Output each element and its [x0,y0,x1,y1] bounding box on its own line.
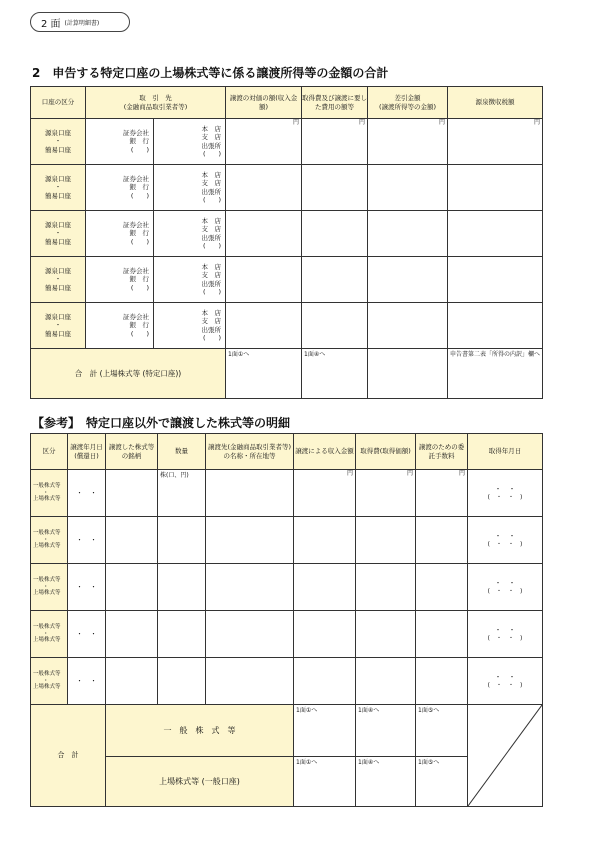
row-withholding-cell[interactable] [448,303,543,349]
account-dot: ・ [54,321,62,330]
header-net-sub: (譲渡所得等の金額) [378,102,437,111]
row2-type [31,611,68,658]
specific-account-table [30,86,543,399]
general-cost-ref: 1面④へ [358,707,380,714]
account-dot: ・ [54,229,62,238]
row-net-cell[interactable] [368,165,448,211]
account-gensen: 源泉口座 [45,313,71,322]
section1-title: 2 申告する特定口座の上場株式等に係る譲渡所得等の金額の合計 [32,66,389,80]
row-broker-type[interactable] [86,257,154,303]
total-proceeds-ref: 1面①へ [228,351,250,358]
row-proceeds-cell[interactable]: 円 [226,119,302,165]
branch-office: 出張所 [201,325,222,334]
acq-paren: ( ・ ・ ) [487,587,523,595]
listed-stocks-label: 上場株式等 (一般口座) [106,757,294,807]
row2-acq-cell[interactable] [468,517,543,564]
account-kani: 簡易口座 [45,283,71,292]
page-badge-label: 2 面 [41,18,61,30]
broker-other: ( ) [130,283,149,292]
row-costs-cell[interactable]: 円 [302,119,368,165]
branch-other: ( ) [202,287,222,296]
total-label: 合 計 (上場株式等 (特定口座)) [31,349,226,399]
branch-head: 本 店 [201,217,222,226]
account-row [31,165,543,211]
row-proceeds-cell[interactable] [226,165,302,211]
account-kani: 簡易口座 [45,329,71,338]
row2-name-cell[interactable] [106,470,158,517]
header2-cost: 取得費(取得価額) [356,434,416,470]
account-gensen: 源泉口座 [45,175,71,184]
branch-office: 出張所 [201,187,222,196]
other-stock-row [31,517,543,564]
branch-office: 出張所 [201,233,222,242]
row2-dest-cell[interactable] [206,517,294,564]
broker-other: ( ) [130,191,149,200]
account-kani: 簡易口座 [45,191,71,200]
row2-name-cell[interactable] [106,564,158,611]
row-account-type [31,119,86,165]
account-row [31,257,543,303]
total-costs-cell[interactable] [302,349,368,399]
acq-paren: ( ・ ・ ) [487,540,523,548]
row-account-type [31,211,86,257]
broker-other: ( ) [130,329,149,338]
branch-other: ( ) [202,241,222,250]
broker-other: ( ) [130,145,149,154]
row2-cost-cell[interactable] [356,611,416,658]
type-general: 一般株式等 [33,576,61,583]
row-account-type [31,165,86,211]
row2-type [31,517,68,564]
branch-branch: 支 店 [201,179,222,188]
broker-bank: 銀 行 [129,137,149,146]
row2-cost-cell[interactable] [356,517,416,564]
row-proceeds-cell[interactable] [226,303,302,349]
listed-fee-cell[interactable] [416,757,468,807]
row-net-cell[interactable]: 円 [368,119,448,165]
acq-paren: ( ・ ・ ) [487,493,523,501]
account-row [31,303,543,349]
account-kani: 簡易口座 [45,145,71,154]
header-counterparty-label: 取 引 先 [139,94,172,103]
row2-name-cell[interactable] [106,517,158,564]
acq-date-blank-cell [468,705,543,807]
broker-securities: 証券会社 [123,313,149,322]
row-withholding-cell[interactable] [448,211,543,257]
account-dot: ・ [54,137,62,146]
row-costs-cell[interactable] [302,257,368,303]
other-stock-row [31,470,543,517]
branch-office: 出張所 [201,141,222,150]
row-net-cell[interactable] [368,257,448,303]
row-costs-cell[interactable] [302,165,368,211]
row-withholding-cell[interactable] [448,165,543,211]
other-stock-row [31,564,543,611]
type-listed: 上場株式等 [33,684,61,691]
row-branch-type[interactable] [154,257,226,303]
header-counterparty-sub: (金融商品取引業者等) [123,102,188,111]
listed-income-ref: 1面①へ [296,759,318,766]
listed-cost-cell[interactable] [356,757,416,807]
total-proceeds-cell[interactable] [226,349,302,399]
row2-type [31,564,68,611]
row2-qty-cell[interactable] [158,470,206,517]
branch-head: 本 店 [201,263,222,272]
other-stock-row [31,658,543,705]
type-dot: ・ [43,630,49,637]
row-branch-type[interactable] [154,119,226,165]
page-badge [30,12,130,32]
branch-head: 本 店 [201,125,222,134]
acq-dots: ・ ・ [494,625,516,634]
header-withholding: 源泉徴収税額 [448,87,543,119]
row2-acq-cell[interactable] [468,611,543,658]
acq-dots: ・ ・ [494,672,516,681]
account-row [31,211,543,257]
total-withholding-cell[interactable] [448,349,543,399]
section2-title: 【参考】 特定口座以外で譲渡した株式等の明細 [32,416,291,430]
total-costs-ref: 1面④へ [304,351,326,358]
row2-acq-cell[interactable] [468,564,543,611]
acq-paren: ( ・ ・ ) [487,681,523,689]
row2-name-cell[interactable] [106,658,158,705]
row2-date-cell[interactable]: ・ ・ [68,470,106,517]
type-general: 一般株式等 [33,670,61,677]
header-net-label: 差引金額 [394,94,421,103]
type-general: 一般株式等 [33,482,61,489]
header-net [368,87,448,119]
broker-bank: 銀 行 [129,275,149,284]
header-proceeds: 譲渡の対価の額(収入金額) [226,87,302,119]
row2-fee-cell[interactable] [416,658,468,705]
row-net-cell[interactable] [368,211,448,257]
row2-income-cell[interactable] [294,611,356,658]
diagonal-line [468,705,542,806]
listed-fee-ref: 1面⑤へ [418,759,440,766]
row2-acq-cell[interactable] [468,470,543,517]
row-branch-type[interactable] [154,165,226,211]
branch-head: 本 店 [201,309,222,318]
type-dot: ・ [43,536,49,543]
type-dot: ・ [43,583,49,590]
type-listed: 上場株式等 [33,590,61,597]
branch-branch: 支 店 [201,225,222,234]
row2-name-cell[interactable] [106,611,158,658]
row2-cost-cell[interactable] [356,658,416,705]
header2-qty: 数量 [158,434,206,470]
account-row [31,119,543,165]
page-badge-sub: (計算明細書) [64,19,100,27]
row2-dest-cell[interactable] [206,564,294,611]
row2-income-cell[interactable] [294,517,356,564]
type-listed: 上場株式等 [33,543,61,550]
general-cost-cell[interactable] [356,705,416,757]
row2-income-cell[interactable] [294,564,356,611]
row-proceeds-cell[interactable] [226,257,302,303]
header2-fee: 譲渡のための委託手数料 [416,434,468,470]
row2-dest-cell[interactable] [206,470,294,517]
account-gensen: 源泉口座 [45,129,71,138]
row-broker-type[interactable] [86,303,154,349]
row-broker-type[interactable] [86,211,154,257]
row-costs-cell[interactable] [302,303,368,349]
branch-office: 出張所 [201,279,222,288]
row2-type [31,470,68,517]
account-gensen: 源泉口座 [45,221,71,230]
branch-branch: 支 店 [201,317,222,326]
row-branch-type[interactable] [154,303,226,349]
row-branch-type[interactable] [154,211,226,257]
row2-qty-cell[interactable] [158,658,206,705]
row2-date-cell[interactable]: ・ ・ [68,564,106,611]
general-fee-ref: 1面⑤へ [418,707,440,714]
type-dot: ・ [43,677,49,684]
row-proceeds-cell[interactable] [226,211,302,257]
row2-fee-cell[interactable]: 円 [416,470,468,517]
type-general: 一般株式等 [33,623,61,630]
branch-head: 本 店 [201,171,222,180]
other-stock-row [31,611,543,658]
header-counterparty [86,87,226,119]
row2-cost-cell[interactable]: 円 [356,470,416,517]
type-listed: 上場株式等 [33,496,61,503]
broker-bank: 銀 行 [129,229,149,238]
broker-securities: 証券会社 [123,129,149,138]
row2-date-cell[interactable]: ・ ・ [68,517,106,564]
type-general: 一般株式等 [33,529,61,536]
general-income-cell[interactable] [294,705,356,757]
header2-acq: 取得年月日 [468,434,543,470]
row2-fee-cell[interactable] [416,564,468,611]
branch-other: ( ) [202,195,222,204]
account-dot: ・ [54,275,62,284]
total-net-cell[interactable] [368,349,448,399]
row2-fee-cell[interactable] [416,517,468,564]
type-listed: 上場株式等 [33,637,61,644]
acq-paren: ( ・ ・ ) [487,634,523,642]
general-stocks-label: 一 般 株 式 等 [106,705,294,757]
branch-branch: 支 店 [201,271,222,280]
row2-acq-cell[interactable] [468,658,543,705]
total-withholding-ref: 申告書第二表「所得の内訳」欄へ [450,351,541,358]
row-broker-type[interactable] [86,119,154,165]
header2-type: 区分 [31,434,68,470]
row-withholding-cell[interactable] [448,257,543,303]
header2-income: 譲渡による収入金額 [294,434,356,470]
row2-income-cell[interactable] [294,658,356,705]
row-costs-cell[interactable] [302,211,368,257]
branch-other: ( ) [202,149,222,158]
row2-qty-cell[interactable] [158,564,206,611]
row-withholding-cell[interactable]: 円 [448,119,543,165]
broker-securities: 証券会社 [123,221,149,230]
row2-date-cell[interactable]: ・ ・ [68,658,106,705]
general-fee-cell[interactable] [416,705,468,757]
broker-securities: 証券会社 [123,175,149,184]
row2-dest-cell[interactable] [206,658,294,705]
branch-branch: 支 店 [201,133,222,142]
broker-securities: 証券会社 [123,267,149,276]
row2-dest-cell[interactable] [206,611,294,658]
header2-dest: 譲渡先(金融商品取引業者等)の名称・所在地等 [206,434,294,470]
account-gensen: 源泉口座 [45,267,71,276]
account-dot: ・ [54,183,62,192]
acq-dots: ・ ・ [494,531,516,540]
listed-cost-ref: 1面④へ [358,759,380,766]
row2-cost-cell[interactable] [356,564,416,611]
header2-date: 譲渡年月日(償還日) [68,434,106,470]
general-income-ref: 1面①へ [296,707,318,714]
broker-other: ( ) [130,237,149,246]
total2-label: 合 計 [31,705,106,807]
broker-bank: 銀 行 [129,321,149,330]
broker-bank: 銀 行 [129,183,149,192]
acq-dots: ・ ・ [494,578,516,587]
row2-type [31,658,68,705]
header2-name: 譲渡した株式等の銘柄 [106,434,158,470]
type-dot: ・ [43,489,49,496]
row2-date-cell[interactable]: ・ ・ [68,611,106,658]
account-kani: 簡易口座 [45,237,71,246]
row-broker-type[interactable] [86,165,154,211]
row2-qty-cell[interactable] [158,611,206,658]
row-account-type [31,257,86,303]
listed-income-cell[interactable] [294,757,356,807]
acq-dots: ・ ・ [494,484,516,493]
row2-income-cell[interactable]: 円 [294,470,356,517]
header-account-type: 口座の区分 [31,87,86,119]
branch-other: ( ) [202,333,222,342]
row2-fee-cell[interactable] [416,611,468,658]
row-account-type [31,303,86,349]
row2-qty-cell[interactable] [158,517,206,564]
other-account-table [30,433,543,807]
row-net-cell[interactable] [368,303,448,349]
qty-unit: 株(口、円) [160,472,189,479]
header-costs: 取得費及び譲渡に要した費用の額等 [302,87,368,119]
